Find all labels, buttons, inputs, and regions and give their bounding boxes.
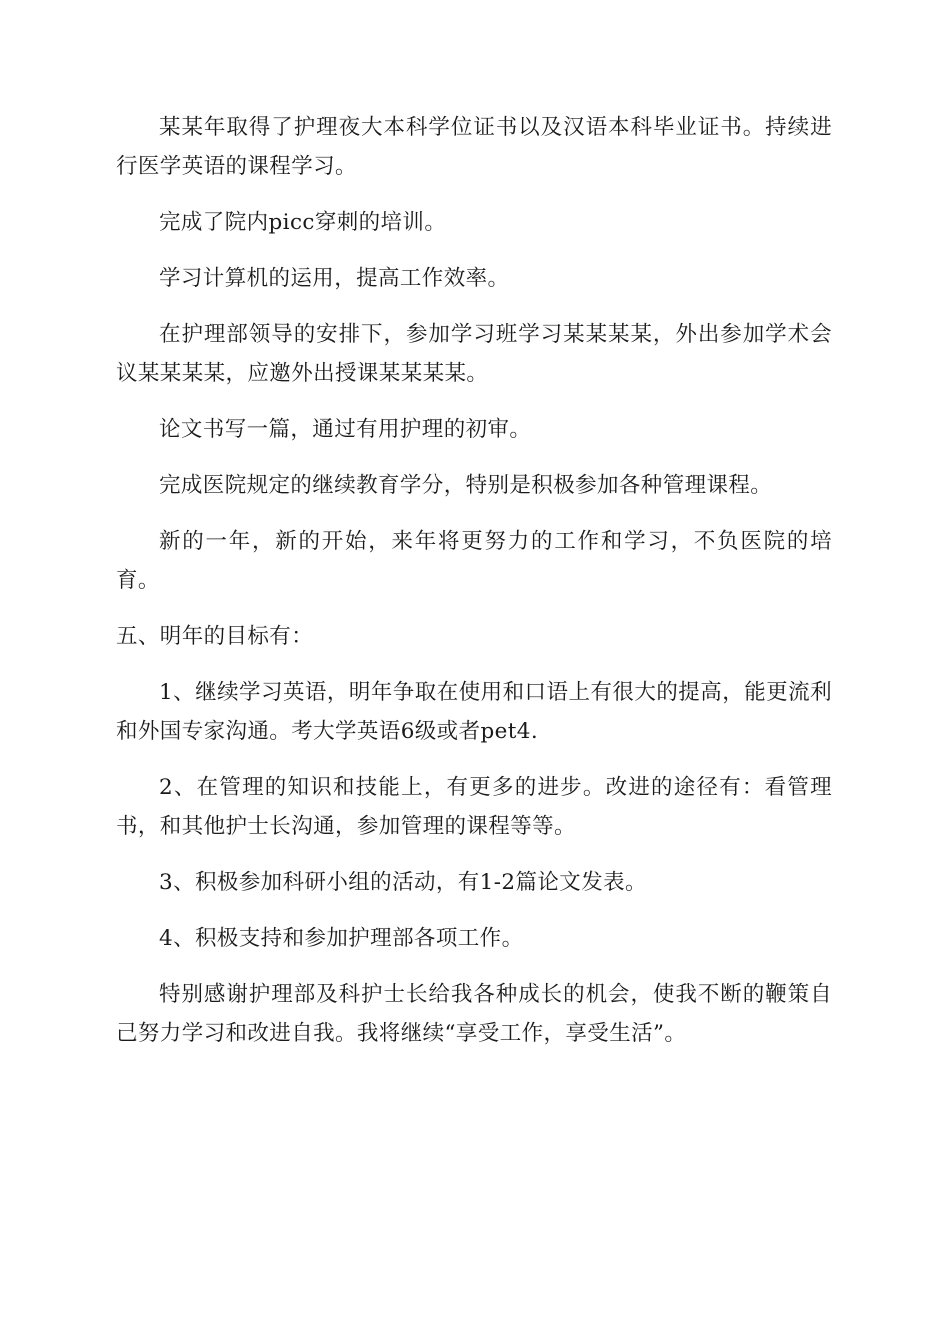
paragraph: 学习计算机的运用，提高工作效率。 [159, 266, 510, 291]
paragraph: 某某年取得了护理夜大本科学位证书以及汉语本科毕业证书。持续进行医学英语的课程学习。 [116, 115, 832, 179]
paragraph: 完成医院规定的继续教育学分，特别是积极参加各种管理课程。 [159, 473, 773, 498]
section-heading: 五、明年的目标有： [116, 624, 314, 649]
goal-item: 4、积极支持和参加护理部各项工作。 [159, 926, 524, 951]
goal-item: 1、继续学习英语，明年争取在使用和口语上有很大的提高，能更流利和外国专家沟通。考大学英语6级或者pet4. [116, 680, 832, 744]
paragraph: 新的一年，新的开始，来年将更努力的工作和学习，不负医院的培育。 [116, 529, 832, 593]
goal-item: 3、积极参加科研小组的活动，有1-2篇论文发表。 [159, 870, 647, 895]
goal-item: 2、在管理的知识和技能上，有更多的进步。改进的途径有：看管理书，和其他护士长沟通，参加管理的课程等等。 [116, 775, 832, 839]
paragraph: 完成了院内picc穿刺的培训。 [159, 210, 447, 235]
document-body [116, 108, 832, 1070]
paragraph: 论文书写一篇，通过有用护理的初审。 [159, 417, 532, 442]
closing-paragraph: 特别感谢护理部及科护士长给我各种成长的机会，使我不断的鞭策自己努力学习和改进自我。我将继续“享受工作，享受生活”。 [116, 982, 832, 1046]
paragraph: 在护理部领导的安排下，参加学习班学习某某某某，外出参加学术会议某某某某，应邀外出授课某某某某。 [116, 322, 832, 386]
